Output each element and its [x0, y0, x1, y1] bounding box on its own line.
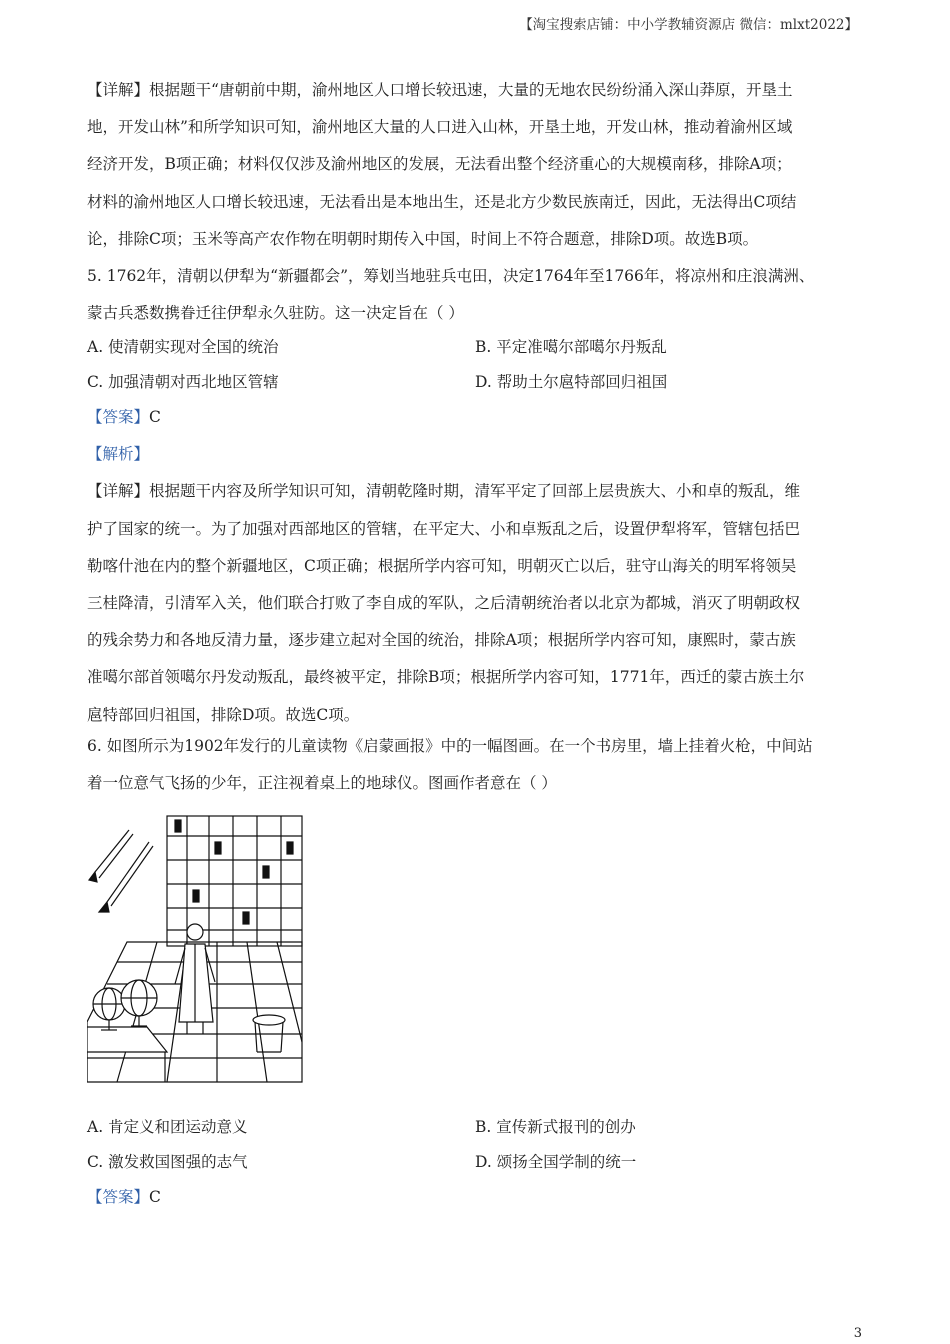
detail-tag: 【详解】 — [87, 482, 150, 501]
q5-options — [87, 330, 877, 400]
q5-stem — [87, 258, 877, 332]
option-c[interactable]: C. 激发救国图强的志气 — [87, 1153, 248, 1171]
table — [87, 1027, 167, 1082]
option-b[interactable]: B. 平定准噶尔部噶尔丹叛乱 — [475, 338, 667, 356]
answer-tag: 【答案】 — [87, 1188, 150, 1206]
detail-tag: 【详解】 — [87, 81, 150, 99]
q6-stem — [87, 728, 877, 802]
q4-detail — [87, 72, 877, 258]
paragraph-line: 经济开发，B项正确；材料仅仅涉及渝州地区的发展，无法看出整个经济重心的大规模南移，排除A项； — [87, 155, 792, 174]
paragraph-line: 三桂降清，引清军入关，他们联合打败了李自成的军队，之后清朝统治者以北京为都城，消灭了明朝政权 — [87, 593, 801, 612]
musket-icon — [89, 830, 153, 912]
paragraph-line: 【详解】根据题干内容及所学知识可知，清朝乾隆时期，清军平定了回部上层贵族大、小和卓的叛乱，维 — [87, 482, 801, 501]
q6-answer-block — [87, 1179, 877, 1216]
paragraph-line: 勒喀什池在内的整个新疆地区，C项正确；根据所学内容可知，明朝灭亡以后，驻守山海关的明军将领吴 — [87, 556, 797, 575]
q5-answer-block — [87, 399, 877, 734]
question-line: 蒙古兵悉数携眷迁往伊犁永久驻防。这一决定旨在（ ） — [87, 304, 464, 323]
analysis-line — [87, 436, 877, 473]
paragraph-line: 材料的渝州地区人口增长较迅速，无法看出是本地出生，还是北方少数民族南迁，因此，无法得出C项结 — [87, 192, 797, 211]
question-line: 5. 1762年，清朝以伊犁为“新疆都会”，筹划当地驻兵屯田，决定1764年至1766年，将凉州和庄浪满洲、 — [87, 267, 815, 285]
page-header: 【淘宝搜索店铺：中小学教辅资源店 微信：mlxt2022】 — [519, 17, 858, 33]
paragraph-line: 护了国家的统一。为了加强对西部地区的管辖，在平定大、小和卓叛乱之后，设置伊犁将军，管辖包括巴 — [87, 519, 801, 538]
bookshelf — [167, 816, 302, 946]
question-line: 着一位意气飞扬的少年，正注视着桌上的地球仪。图画作者意在（ ） — [87, 774, 557, 793]
option-d[interactable]: D. 帮助土尔扈特部回归祖国 — [475, 373, 668, 391]
option-b[interactable]: B. 宣传新式报刊的创办 — [475, 1118, 636, 1136]
answer-line — [87, 1179, 877, 1216]
analysis-tag: 【解析】 — [87, 445, 150, 464]
paragraph-line: 地，开发山林”和所学知识可知，渝州地区大量的人口进入山林，开垦土地，开发山林，推动着渝州区域 — [87, 118, 793, 137]
paragraph-line: 【详解】根据题干“唐朝前中期，渝州地区人口增长较迅速，大量的无地农民纷纷涌入深山莽原，开垦土 — [87, 81, 793, 99]
paragraph-line: 扈特部回归祖国，排除D项。故选C项。 — [87, 705, 360, 724]
study-room-illustration — [87, 812, 305, 1090]
option-c[interactable]: C. 加强清朝对西北地区管辖 — [87, 373, 279, 391]
option-d[interactable]: D. 颂扬全国学制的统一 — [475, 1153, 637, 1171]
globe-icon — [93, 980, 157, 1030]
paragraph-line: 的残余势力和各地反清力量，逐步建立起对全国的统治，排除A项；根据所学内容可知，康熙时，蒙古族 — [87, 631, 796, 650]
page-number: 3 — [853, 1326, 862, 1341]
option-a[interactable]: A. 肯定义和团运动意义 — [87, 1118, 248, 1136]
q6-options — [87, 1110, 877, 1180]
answer-line — [87, 399, 877, 436]
answer-value: C — [149, 408, 161, 426]
paragraph-line: 论，排除C项；玉米等高产农作物在明朝时期传入中国，时间上不符合题意，排除D项。故选B项。 — [87, 229, 759, 248]
paragraph-line: 准噶尔部首领噶尔丹发动叛乱，最终被平定，排除B项；根据所学内容可知，1771年，西迁的蒙古族土尔 — [87, 668, 805, 687]
option-a[interactable]: A. 使清朝实现对全国的统治 — [87, 338, 279, 356]
question-line: 6. 如图所示为1902年发行的儿童读物《启蒙画报》中的一幅图画。在一个书房里，墙上挂着火枪，中间站 — [87, 737, 813, 755]
answer-tag: 【答案】 — [87, 408, 150, 426]
answer-value: C — [149, 1188, 161, 1206]
